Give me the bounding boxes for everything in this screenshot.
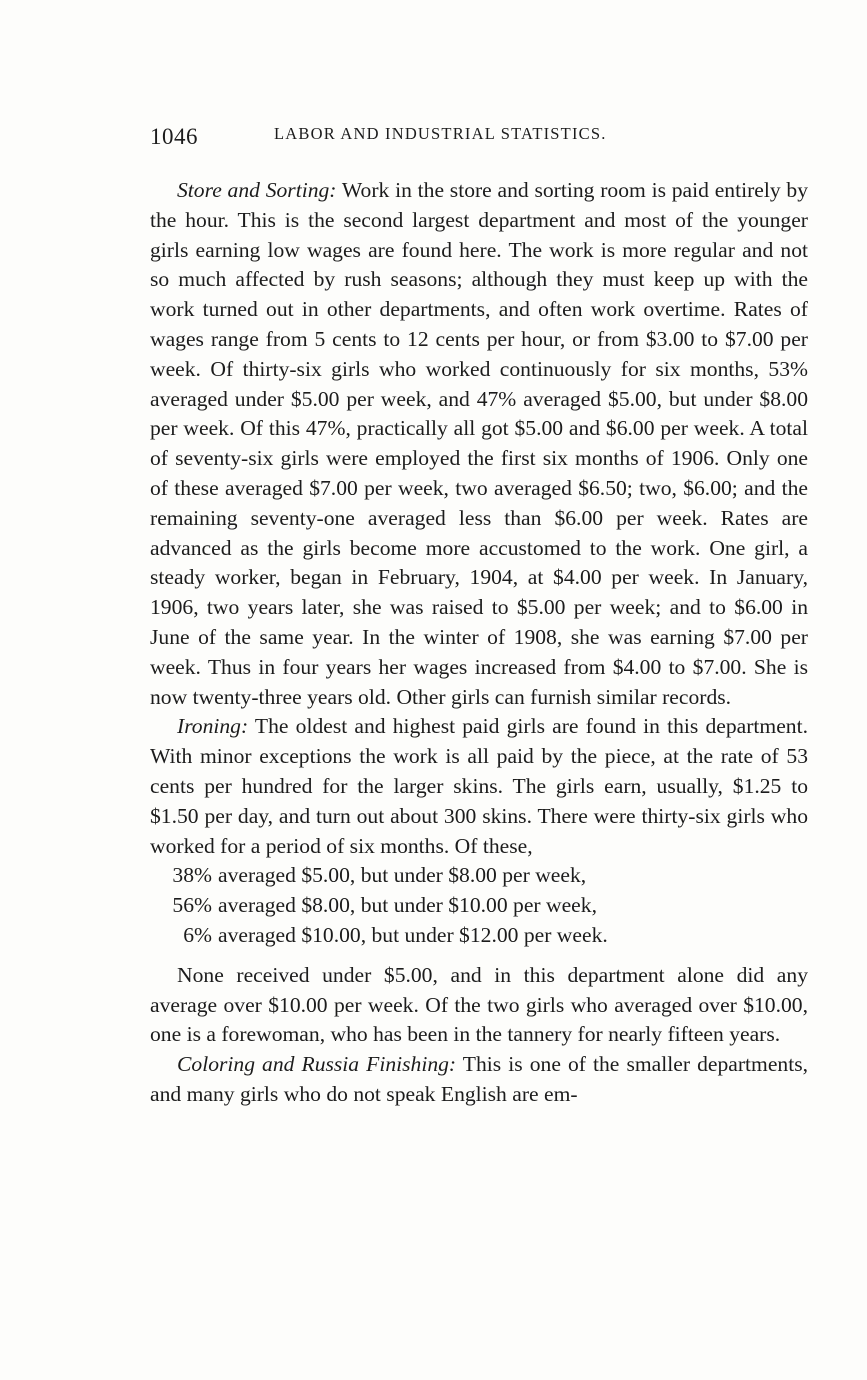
paragraph-ironing-continued: None received under $5.00, and in this department alone did any average over $10.00 per week. Of the two girls who averaged over $10.00, one is a forewoman, who has been in the tannery for nearly fifteen years.	[150, 962, 808, 1047]
stat-percent: 56%	[172, 893, 212, 918]
ironing-stat-list	[150, 861, 808, 950]
stat-percent: 38%	[172, 863, 212, 888]
paragraph-text: This is one of the smaller departments, and many girls who do not speak English are em-	[150, 1052, 809, 1106]
list-item	[150, 861, 808, 891]
stat-text: averaged $5.00, but under $8.00 per week,	[218, 863, 587, 888]
page-number: 1046	[150, 124, 198, 149]
paragraph-coloring	[150, 1050, 808, 1110]
stat-percent: 6%	[183, 922, 212, 947]
spacer	[150, 951, 808, 961]
list-item	[150, 891, 808, 921]
paragraph-store-sorting	[150, 176, 808, 712]
page	[150, 118, 808, 1110]
section-label-coloring: Coloring and Russia Finishing:	[177, 1052, 457, 1077]
stat-text: averaged $8.00, but under $10.00 per week,	[218, 893, 597, 918]
paragraph-text: Work in the store and sorting room is paid entirely by the hour. This is the second largest department and most of the younger girls earning low wages are found here. The work is more regular and not so much affected by rush seasons; although they must keep up with the work turned out in other departments, and often work overtime. Rates of wages range from 5 cents to 12 cents per hour, or from $3.00 to $7.00 per week. Of thirty-six girls who worked continuously for six months, 53% averaged under $5.00 per week, and 47% averaged $5.00, but under $8.00 per week. Of this 47%, practically all got $5.00 and $6.00 per week. A total of seventy-six girls were employed the first six months of 1906. Only one of these averaged $7.00 per week, two averaged $6.50; two, $6.00; and the remaining seventy-one averaged less than $6.00 per week. Rates are advanced as the girls become more accustomed to the work. One girl, a steady worker, began in February, 1904, at $4.00 per week. In January, 1906, two years later, she was raised to $5.00 per week; and to $6.00 in June of the same year. In the winter of 1908, she was earning $7.00 per week. Thus in four years her wages increased from $4.00 to $7.00. She is now twenty-three years old. Other girls can furnish similar records.	[150, 178, 809, 709]
running-head	[150, 118, 808, 148]
paragraph-ironing	[150, 712, 808, 861]
stat-text: averaged $10.00, but under $12.00 per week.	[218, 922, 608, 947]
list-item	[150, 921, 808, 951]
section-label-ironing: Ironing:	[177, 714, 249, 739]
running-title: LABOR AND INDUSTRIAL STATISTICS.	[274, 124, 607, 143]
paragraph-text: The oldest and highest paid girls are found in this department. With minor exceptions the work is all paid by the piece, at the rate of 53 cents per hundred for the larger skins. The girls earn, usually, $1.25 to $1.50 per day, and turn out about 300 skins. There were thirty-six girls who worked for a period of six months. Of these,	[150, 714, 808, 858]
section-label-store-sorting: Store and Sorting:	[177, 178, 337, 202]
